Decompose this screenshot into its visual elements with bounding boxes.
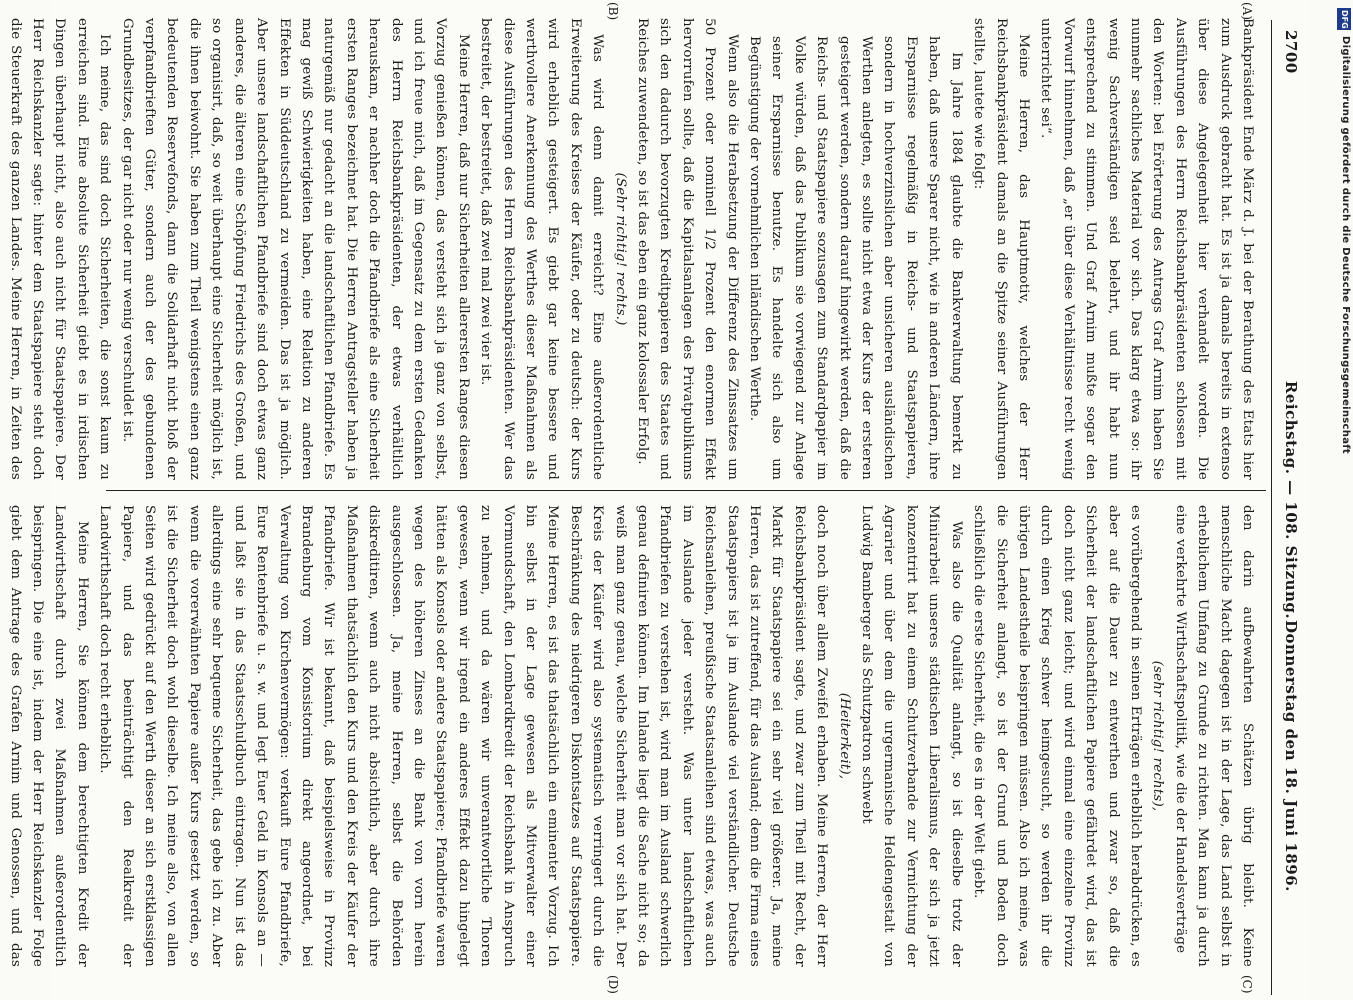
paragraph: Ich meine, das sind doch Sicherheiten, die sonst kaum zu erreichen sind. Eine absolute Sicherheit giebt es in irdischen Dingen überhaupt nicht, also auch nicht für Staatspapiere. Der Herr Reichskanzler sagte: hinter dem Staatspapiere steht doch die Steuerkraft des ganzen Landes. Meine Herren, in Zeiten des — [7, 18, 113, 480]
paragraph: den darin aufbewahrten Schätzen übrig bleibt. Keine menschliche Macht dagegen ist in der Lage, das Land selbst in erheblichem Umfang zu Grunde zu richten. Man kann ja durch eine verkehrte Wirthschaftspolitik, wie die der Handelsverträge — [1172, 505, 1255, 967]
paragraph: Meine Herren, das Hauptmotiv, welches der Herr Reichsbankpräsident damals an die Spitze seiner Ausführungen stellte, lautete wie folgt: — [971, 18, 1031, 480]
session-title: Reichstag. — 108. Sitzung. — [1282, 380, 1300, 620]
paragraph: es vorübergehend in seinen Erträgen erheblich herabdrücken, es aber auf die Dauer zu entwerthen und zwar so, daß die Sicherheit der landschaftlichen Papiere gefährdet wird, das ist doch nicht ganz leicht; und wird einmal eine einzelne Provinz durch einen Krieg schwer heimgesucht, so werden ihr die übrigen Landestheile beispringen müssen. Also ich meine, was die Sicherheit anlangt, so ist der Grund und Boden doch schließlich die erste Sicherheit, die es in der Welt giebt. — [971, 505, 1143, 967]
left-text-column — [7, 18, 1258, 480]
right-text-column — [7, 505, 1258, 967]
paragraph: Bankpräsident Ende März d. J. bei der Berathung des Etats hier zum Ausdruck gebracht hat. Es ist ja damals bereits in extenso über diese Angelegenheit hier verhandelt worden. Die Ausführungen des Herrn Reichsbankpräsidenten schlossen mit den Worten: bei Erörterung des Antrags Graf Arnim haben Sie nunmehr sachliches Material vor sich. Das klarg etwa so: ihr wenig Sachverständigen seid belehrt, und ihr habt nun entsprechend zu stimmen. Und Graf Arnim mußte sogar den Vorwurf hinnehmen, daß „er über diese Verhältnisse recht wenig unterrichtet sei“. — [1038, 18, 1255, 480]
page-number: 2700 — [1282, 30, 1300, 74]
digitization-credit: Digitalisierung gefördert durch die Deutsche Forschungsgemeinschaft — [1340, 36, 1351, 454]
paragraph: doch noch über allem Zweifel erhaben. Meine Herren, der Herr Reichsbankpräsident sagte, und zwar zum Theil mit Recht, der Markt für Staatspapiere sei ein sehr viel größerer. Ja, meine Herren, das ist zutreffend, für das Ausland; denn die Firma eines Staatspapiers ist ja im Auslande viel verständlicher. Deutsche Reichsanleihen, preußische Staatsanleihen sind etwas, was auch im Auslande jeder versteht. Was unter landschaftlichen Pfandbriefen zu verstehen ist, wird man im Ausland schwerlich genau definiren können. Im Inlande liegt die Sache nicht so; da weiß man ganz genau, welche Sicherheit man vor sich hat. Der Kreis der Käufer wird also systematisch verringert durch die Beschränkung des niedrigeren Diskontsatzes auf Staatspapiere. Meine Herren, es ist das thatsächlich ein eminenter Vorzug. Ich bin selbst in der Lage gewesen als Mitverwalter einer Vormundschaft, den Lombardkredit der Reichsbank in Anspruch zu nehmen, und da wären wir unverantwortliche Thoren gewesen, wenn wir irgend ein anderes Effekt dazu hingelegt hätten als Konsols oder andere Staatspapiere; Pfandbriefe waren wegen des höheren Zinses an die Bank von vorn herein ausgeschlossen. Ja, meine Herren, selbst die Behörden diskreditiren, wenn auch nicht absichtlich, aber durch ihre Maßnahmen thatsächlich den Kurs und den Kreis der Käufer der Pfandbriefe. Wir ist bekannt, daß beispielsweise in Provinz Brandenburg vom Konsistorium direkt angeordnet, bei Verwaltung von Kirchenvermögen: verkauft Eure Pfandbriefe, Eure Rentenbriefe u. s. w. und legt Euer Geld in Konsols an — und laßt sie in das Staatsschuldbuch eintragen. Nun ist das allerdings eine sehr bequeme Sicherheit, das gebe ich zu. Aber wenn die vorerwähnten Papiere außer Kurs gesetzt werden, so ist die Sicherheit doch wohl dieselbe. Ich meine also, von allen Seiten wird gedrückt auf den Werth dieser an sich erstklassigen Papiere, und das beeinträchtigt den Realkredit der Landwirthschaft doch recht erheblich. — [97, 505, 830, 967]
paragraph: Wenn also die Herabsetzung der Differenz des Zinssatzes um 50 Prozent oder nominell 1/2 Prozent den enormen Effekt hervorrufen sollte, daß die Kapitalsanlagen des Privatpublikums sich den dadurch bevorzugten Kreditpapieren des Staates und Reiches zuwendeten, so ist das eben ein ganz kolossaler Erfolg. — [635, 18, 740, 480]
margin-mark-c: (C) — [1240, 975, 1254, 994]
margin-mark-a: (A) — [1240, 2, 1254, 21]
rotated-page — [7, 0, 1310, 1000]
paragraph: Was also die Qualität anlangt, so ist dieselbe trotz der Minirarbeit unseres städtischen Liberalismus, der sich ja jetzt konzentrirt hat zu einem Schutzverbande zur Vernichtung der Agrarier und über dem die urgermanische Heldengestalt von Ludwig Bamberger als Schutzpatron schwebt — [859, 505, 964, 967]
paragraph: Meine Herren, daß nur Sicherheiten allerersten Ranges diesen Vorzug genießen können, das versteht sich ja ganz von selbst, und ich freue mich, daß im Gegensatz zu dem ersten Gedanken des Herrn Reichsbankpräsidenten, der etwas verhältlich herauskam, er nachher doch die Pfandbriefe als eine Sicherheit ersten Ranges bezeichnet hat. Die Herren Antragsteller haben ja naturgemäß nur gedacht an die landschaftlichen Pfandbriefe. Es mag gewiß Schwierigkeiten haben, eine Relation zu anderen Effekten in Süddeutschland zu vermeiden. Das ist ja möglich. Aber unsere landschaftlichen Pfandbriefe sind doch etwas ganz anderes, die älteren eine Schöpfung Friedrichs des Großen, und so organisirt, daß, so weit überhaupt eine Sicherheit möglich ist, die ihnen beiwohnt. Sie haben zum Theil wenigstens einen ganz bedeutenden Reservefonds, dann die Solidarhaft nicht bloß der verpfandbrieften Güter, sondern auch der des gebundenen Grundbesitzes, der gar nicht oder nur wenig verschuldet ist. — [119, 18, 471, 480]
margin-mark-b: (B) — [606, 2, 620, 21]
interjection: (sehr richtig! rechts), — [1150, 660, 1166, 812]
paragraph: Was wird denn damit erreicht? Eine außerordentliche Erweiterung des Kreises der Käufer, oder zu deutsch: der Kurs wird erheblich gesteigert. Es giebt gar keine bessere und werthvollere Anerkennung des Werthes dieser Maßnahmen als diese Ausführungen des Herrn Reichsbankpräsidenten. Wer das bestreitet, der bestreitet, daß zwei mal zwei vier ist. — [478, 18, 606, 480]
header-rule — [1271, 20, 1272, 995]
page-header — [1274, 0, 1300, 1000]
paragraph: Meine Herren, Sie können dem berechtigten Kredit der Landwirthschaft durch zwei Maßnahmen außerordentlich beispringen. Die eine ist, indem der Herr Reichskanzler Folge giebt dem Antrage des Grafen Arnim und Genossen, und das — [7, 505, 90, 967]
interjection: (Sehr richtig! rechts.) — [612, 172, 628, 326]
quote-paragraph: Im Jahre 1884 glaubte die Bankverwaltung bemerkt zu haben, daß unsere Sparer nicht, wie in anderen Ländern, ihre Ersparnisse regelmäßig in Reichs- und Staatspapieren, sondern in hochverzinslichen aber unsicheren ausländischen Werthen anlegten, es sollte nicht etwa der Kurs der ersteren gesteigert werden, sondern darauf hingewirkt werden, daß die Reichs- und Staatspapiere sozusagen zum Standardpapier im Volke würden, daß das Publikum sie vorwiegend zur Anlage seiner Ersparnisse benutze. Es handelte sich also um Begünstigung der vornehmlichen inländischen Werthe. — [747, 36, 964, 480]
column-divider — [106, 490, 1266, 491]
dfg-logo: DFG — [1337, 8, 1351, 30]
interjection: (Heiterkeit), — [836, 692, 852, 780]
margin-mark-d: (D) — [606, 975, 620, 994]
session-date: Donnerstag den 18. Juni 1896. — [1282, 620, 1300, 892]
